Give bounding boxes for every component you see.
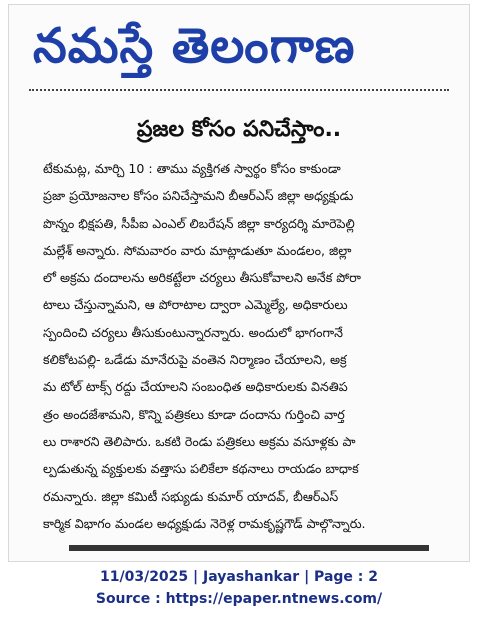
- article-line: స్పందించి చర్యలు తీసుకుంటున్నారన్నారు. అందులో భాగంగానే: [43, 324, 343, 340]
- article-line: ప్రజా ప్రయోజనాల కోసం పనిచేస్తామని బీఆర్ఎస్ జిల్లా అధ్యక్షుడు: [43, 188, 354, 204]
- article-line: మల్లేశ్ అన్నారు. సోమవారం వారు మాట్లాడుతూ మండలం, జిల్లా: [43, 242, 352, 258]
- footer-source-url: Source : https://epaper.ntnews.com/: [95, 591, 383, 607]
- cut-off-next-headline: [69, 545, 429, 562]
- article-body: [43, 155, 461, 537]
- article-line: లు రాశారని తెలిపారు. ఒకటి రెండు పత్రికలు అక్రమ వసూళ్లకు పా: [43, 433, 356, 449]
- article-headline: ప్రజల కోసం పనిచేస్తాం..: [136, 117, 342, 142]
- article-line: కలికోటపల్లి- ఒడేడు మానేరుపై వంతెన నిర్మాణం చేయాలని, అక్ర: [43, 352, 347, 368]
- article-line: మ టోల్ టాక్స్ రద్దు చేయాలని సంబంధిత అధికారులకు వినతిప: [43, 379, 348, 395]
- article-line: టేకుమట్ల, మార్చి 10 : తాము వ్యక్తిగత స్వార్థం కోసం కాకుండా: [43, 161, 341, 176]
- article-line: పొన్నం భిక్షపతి, సీపీఐ ఎంఎల్ లిబరేషన్ జిల్లా కార్యదర్శి మారెపెల్లి: [43, 215, 355, 231]
- article-line: ల్పడుతున్న వ్యక్తులకు వత్తాసు పలికేలా కథనాలు రాయడం బాధాక: [43, 461, 359, 477]
- masthead-title: నమస్తే తెలంగాణ: [33, 18, 356, 74]
- masthead-divider: [29, 89, 449, 91]
- source-footer: [0, 566, 478, 610]
- article-line: లో అక్రమ దందాలను అరికట్టేలా చర్యలు తీసుకోవాలని అనేక పోరా: [43, 270, 361, 286]
- footer-date-edition: 11/03/2025 | Jayashankar | Page : 2: [100, 569, 378, 585]
- article-line: త్రం అందజేశామని, కొన్ని పత్రికలు కూడా దందాను గుర్తించి వార్త: [43, 406, 345, 422]
- article-line: రమన్నారు. జిల్లా కమిటీ సభ్యుడు కుమార్ యాదవ్, బీఆర్ఎస్: [43, 488, 339, 504]
- article-line: టాలు చేస్తున్నామని, ఆ పోరాటాల ద్వారా ఎమ్మెల్యే, అధికారులు: [43, 297, 348, 313]
- article-line: కార్మిక విభాగం మండల అధ్యక్షుడు నెరెళ్ల రామకృష్ణగౌడ్ పాల్గొన్నారు.: [43, 515, 366, 531]
- newspaper-clipping: [8, 4, 470, 562]
